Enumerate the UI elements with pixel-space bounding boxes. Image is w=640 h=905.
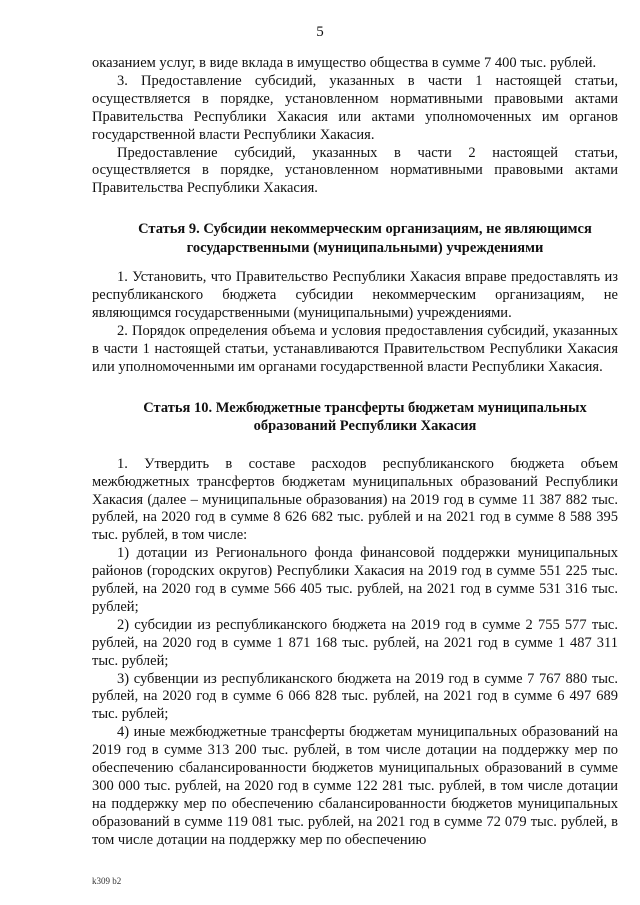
paragraph-continuation: оказанием услуг, в виде вклада в имущество общества в сумме 7 400 тыс. рублей. bbox=[92, 55, 597, 71]
article-9-paragraph-1: 1. Установить, что Правительство Республики Хакасия вправе предоставлять из республиканского бюджета субсидии некоммерческим организациям, не являющимся государственными (муниципальными) учреждениями. bbox=[92, 269, 618, 322]
paragraph-part-3-subsidies: Предоставление субсидий, указанных в части 2 настоящей статьи, осуществляется в порядке, установленном нормативными правовыми актами Правительства Республики Хакасия. bbox=[92, 144, 618, 197]
article-10-item-2: 2) субсидии из республиканского бюджета на 2019 год в сумме 2 755 577 тыс. рублей, на 2020 год в сумме 1 871 168 тыс. рублей, на 2021 год в сумме 1 487 311 тыс. рублей; bbox=[92, 616, 618, 669]
article-10-heading: Статья 10. Межбюджетные трансферты бюджетам муниципальных образований Республики Хакасия bbox=[143, 399, 587, 435]
spacer bbox=[92, 448, 618, 456]
article-10-item-3: 3) субвенции из республиканского бюджета на 2019 год в сумме 7 767 880 тыс. рублей, на 2020 год в сумме 6 066 828 тыс. рублей, на 2021 год в сумме 6 497 689 тыс. рублей; bbox=[92, 670, 618, 723]
page-number: 5 bbox=[316, 24, 324, 40]
paragraph-part-3: 3. Предоставление субсидий, указанных в части 1 настоящей статьи, осуществляется в порядке, установленном нормативными правовыми актами Правительства Республики Хакасия или актами уполномоченных им органов государственной власти Республики Хакасия. bbox=[92, 72, 618, 143]
article-9-heading: Статья 9. Субсидии некоммерческим организациям, не являющимся государственными (муниципальными) учреждениями bbox=[138, 221, 592, 256]
article-10-item-1: 1) дотации из Регионального фонда финансовой поддержки муниципальных районов (городских округов) Республики Хакасия на 2019 год в сумме 551 225 тыс. рублей, на 2020 год в сумме 566 405 тыс. рублей, на 2021 год в сумме 531 316 тыс. рублей; bbox=[92, 545, 618, 615]
footer-code: k309 b2 bbox=[92, 876, 122, 886]
article-9-paragraph-2: 2. Порядок определения объема и условия предоставления субсидий, указанных в части 1 настоящей статьи, устанавливаются Правительством Республики Хакасия или уполномоченными им органами государственной власти Республики Хакасия. bbox=[92, 322, 618, 375]
article-10-item-4: 4) иные межбюджетные трансферты бюджетам муниципальных образований на 2019 год в сумме 313 200 тыс. рублей, в том числе дотации на поддержку мер по обеспечению сбалансированности бюджетов муниципальных образований в сумме 300 000 тыс. рублей, на 2020 год в сумме 122 281 тыс. рублей, в том числе дотации на поддержку мер по обеспечению сбалансированности бюджетов муниципальных образований в сумме 119 081 тыс. рублей, на 2021 год в сумме 72 079 тыс. рублей, в том числе дотации на поддержку мер по обеспечению bbox=[92, 724, 618, 848]
article-10-paragraph-1: 1. Утвердить в составе расходов республиканского бюджета объем межбюджетных трансфертов бюджетам муниципальных образований Республики Хакасия (далее – муниципальные образования) на 2019 год в сумме 11 387 882 тыс. рублей, на 2020 год в сумме 8 626 682 тыс. рублей и на 2021 год в сумме 8 588 395 тыс. рублей, в том числе: bbox=[92, 455, 618, 544]
document-body bbox=[92, 55, 618, 850]
